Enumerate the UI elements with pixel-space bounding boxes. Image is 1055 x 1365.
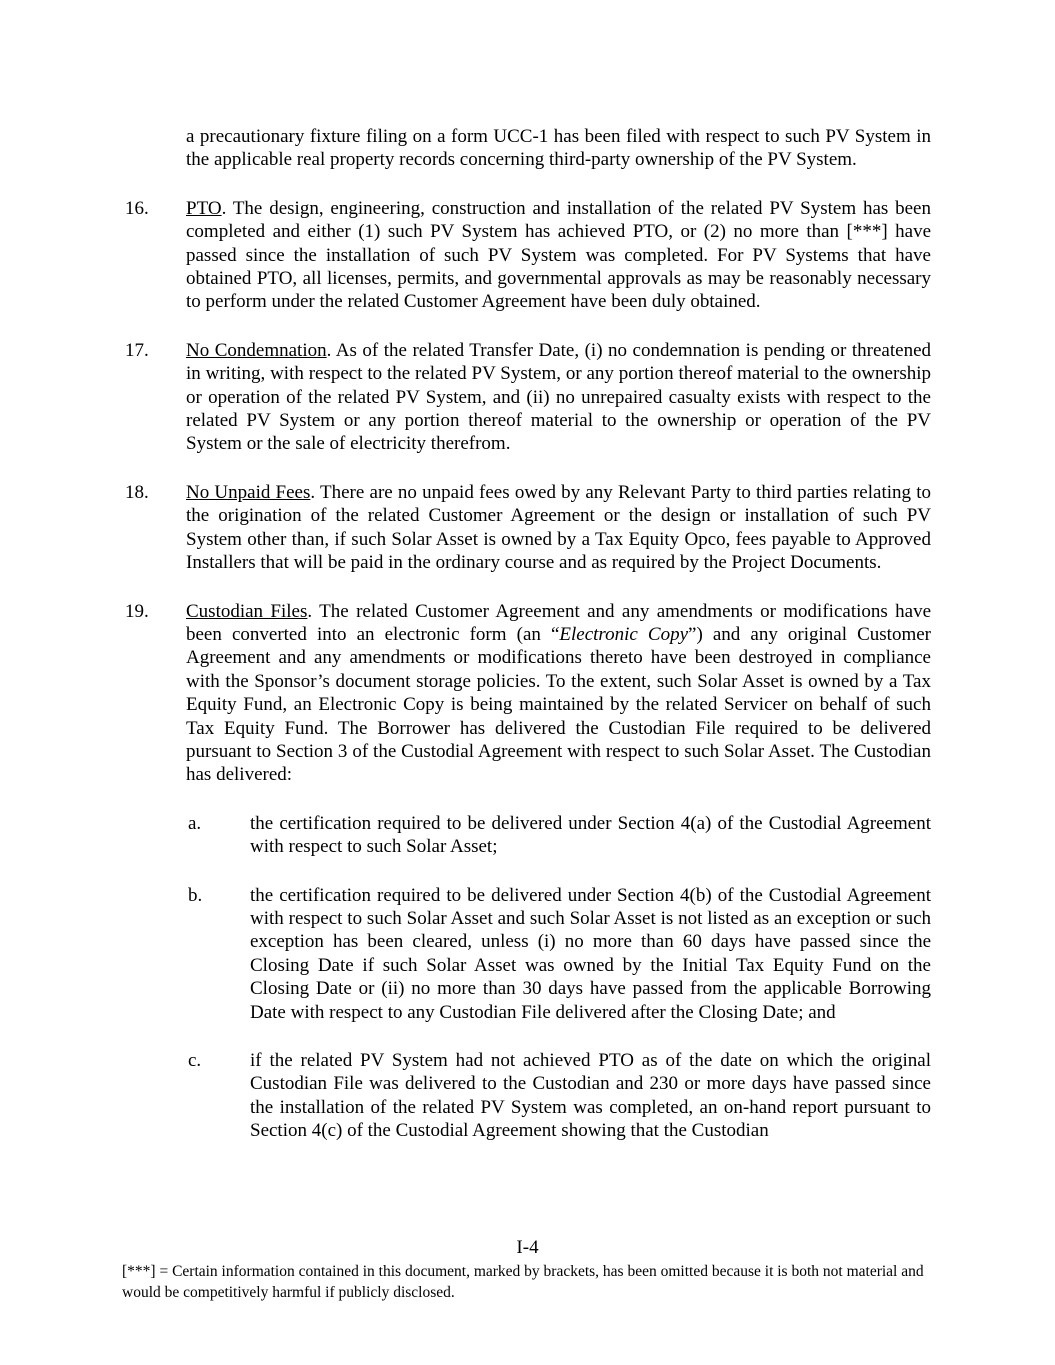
item-number: 19.	[125, 600, 149, 622]
item-heading: Custodian Files	[186, 600, 308, 622]
confidentiality-footnote: [***] = Certain information contained in this document, marked by brackets, has been omitted because it is both not material and would be competitively harmful if publicly disclosed.	[122, 1263, 924, 1301]
sub-item-b	[125, 884, 931, 1024]
item-text: . There are no unpaid fees owed by any Relevant Party to third parties relating to the origination of the related Customer Agreement or the design or installation of such PV System other than, if such Solar Asset is owned by a Tax Equity Opco, fees payable to Approved Installers that will be paid in the ordinary course and as required by the Project Documents.	[186, 481, 931, 574]
sub-item-a	[125, 812, 931, 859]
sub-item-letter: a.	[188, 812, 202, 834]
item-number: 16.	[125, 197, 149, 219]
sub-item-text: if the related PV System had not achieved PTO as of the date on which the original Custodian File was delivered to the Custodian and 230 or more days have passed since the installation of the related PV System was completed, an on-hand report pursuant to Section 4(c) of the Custodial Agreement showing that the Custodian	[250, 1050, 931, 1142]
document-content	[125, 125, 931, 1143]
sub-item-letter: c.	[188, 1050, 202, 1071]
sub-item-c	[125, 1049, 931, 1143]
list-item-19	[125, 600, 931, 787]
sub-item-text: the certification required to be delivered under Section 4(b) of the Custodial Agreement with respect to such Solar Asset and such Solar Asset is not listed as an exception or such exception has been cleared, unless (i) no more than 60 days have passed since the Closing Date if such Solar Asset was owned by the Initial Tax Equity Fund on the Closing Date or (ii) no more than 30 days have passed from the applicable Borrowing Date with respect to any Custodian File delivered after the Closing Date; and	[250, 884, 931, 1023]
sub-item-letter: b.	[188, 884, 203, 906]
list-item-17	[125, 339, 931, 456]
item-number: 17.	[125, 339, 149, 361]
item-text: . The related Customer Agreement and any amendments or modifications have been converted into an electronic form (an “	[186, 600, 931, 645]
item-heading: PTO	[186, 197, 222, 219]
page-number: I-4	[516, 1237, 539, 1258]
item-text-post: ”) and any original Customer Agreement and any amendments or modifications thereto have been destroyed in compliance with the Sponsor’s document storage policies. To the extent, such Solar Asset is owned by a Tax Equity Fund, an Electronic Copy is being maintained by the related Servicer on behalf of such Tax Equity Fund. The Borrower has delivered the Custodian File required to be delivered pursuant to Section 3 of the Custodial Agreement with respect to such Solar Asset. The Custodian has delivered:	[186, 623, 931, 786]
item-body	[186, 339, 931, 456]
item-text: . The design, engineering, construction and installation of the related PV System has been completed and either (1) such PV System has achieved PTO, or (2) no more than [***] have passed since the installation of such PV System was completed. For PV Systems that have obtained PTO, all licenses, permits, and governmental approvals as may be reasonably necessary to perform under the related Customer Agreement have been duly obtained.	[186, 197, 931, 313]
item-text: . As of the related Transfer Date, (i) no condemnation is pending or threatened in writing, with respect to the related PV System, or any portion thereof material to the ownership or operation of the related PV System, and (ii) no unrepaired casualty exists with respect to the related PV System or any portion thereof material to the ownership or operation of the PV System or the sale of electricity therefrom.	[186, 339, 931, 455]
intro-paragraph: a precautionary fixture filing on a form UCC-1 has been filed with respect to such PV System in the applicable real property records concerning third-party ownership of the PV System.	[186, 126, 931, 171]
item-body	[186, 197, 931, 314]
list-item-18	[125, 481, 931, 575]
list-item-16	[125, 197, 931, 314]
item-body	[186, 481, 931, 575]
item-heading: No Unpaid Fees	[186, 481, 311, 503]
item-text-italic: Electronic Copy	[559, 623, 689, 645]
item-heading: No Condemnation	[186, 339, 327, 361]
sub-item-text: the certification required to be delivered under Section 4(a) of the Custodial Agreement with respect to such Solar Asset;	[250, 812, 931, 858]
item-number: 18.	[125, 481, 149, 503]
item-body	[186, 600, 931, 787]
